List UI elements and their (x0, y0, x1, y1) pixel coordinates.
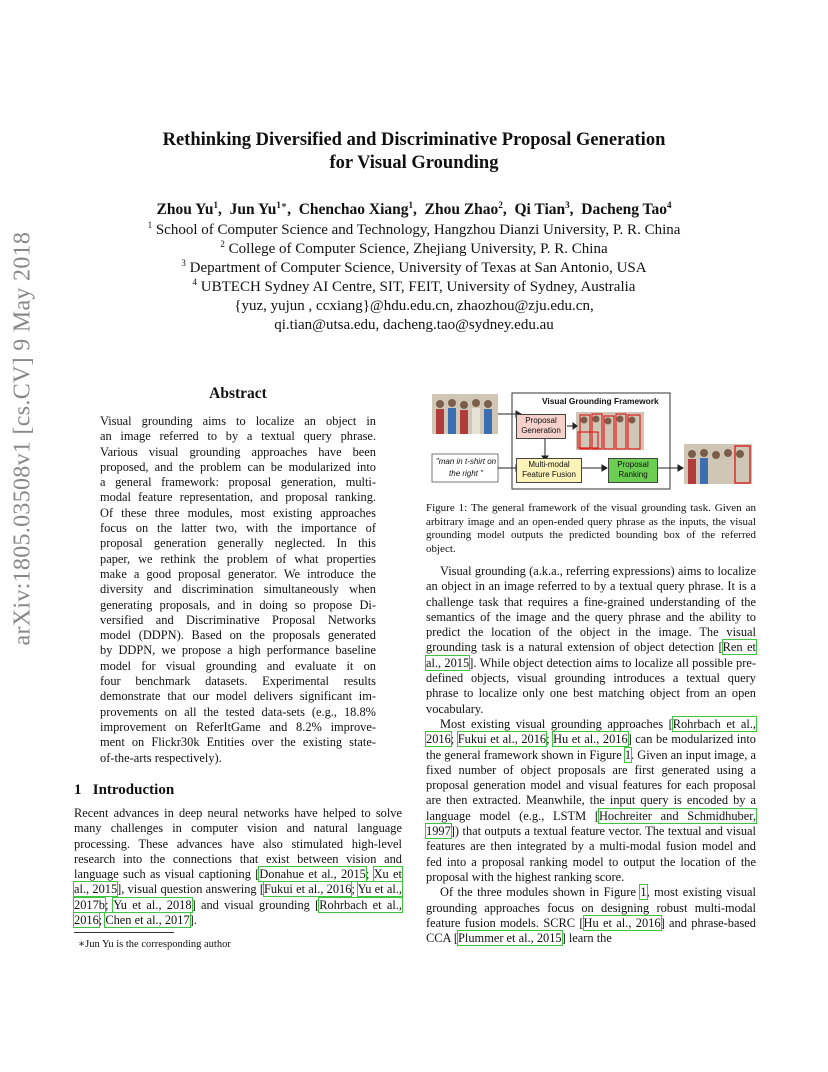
abstract-line: versified and Discriminative Proposal Networks (100, 612, 376, 627)
arxiv-identifier: arXiv:1805.03508v1 [cs.CV] 9 May 2018 (9, 231, 36, 646)
figure-caption: Figure 1: The general framework of the visual grounding task. Given an arbitrary image and an open-ended query phrase as the inputs, the visual grounding model outputs the predicted bounding box of the referred object. (426, 502, 756, 555)
citation-link[interactable]: Rohrbach et al., 2016 (426, 716, 756, 747)
abstract-line: Of these three modules, most existing approaches (100, 505, 376, 520)
paper-title (0, 129, 828, 175)
abstract-heading: Abstract (209, 385, 267, 402)
paragraph: Visual grounding (a.k.a., referring expressions) aims to localize an object in an image referred to by a textual query phrase. It is a challenge task that requires a fine-grained understanding of the semantics of the image and the query phrase and the ability to predict the location of the object in the image. The visual grounding task is a natural extension of object detection [Ren et al., 2015]. While object detection aims to localize all possible pre-defined objects, visual grounding introduces a textual query phrase to localize only one best matching object from an open vocabulary. (426, 564, 756, 716)
author-sup: 4 (666, 200, 672, 210)
abstract-line: ment on Flickr30k Entities over the existing state- (100, 735, 376, 750)
title-line-2: for Visual Grounding (329, 153, 499, 173)
proposal-image (576, 412, 644, 450)
abstract-line: four benchmark datasets. Experimental results (100, 674, 376, 689)
abstract-line: by DDPN, we propose a high performance baseline (100, 643, 376, 658)
intro-paragraph: Recent advances in deep neural networks have helped to solve many challenges in computer vision and natural language processing. These advances have also stimulated high-level research into the connections that exist between vision and language such as visual captioning [Donahue et al., 2015; Xu et al., 2015], visual question answering [Fukui et al., 2016; Yu et al., 2017b; Yu et al., 2018] and visual grounding [Rohrbach et al., 2016; Chen et al., 2017]. (74, 806, 402, 928)
abstract-line: proposed, and the problem can be modularized into (100, 459, 376, 474)
section-heading: 1 Introduction (74, 782, 175, 798)
author: Qi Tian (514, 201, 566, 218)
framework-title: Visual Grounding Framework (542, 396, 659, 406)
abstract-line: model for visual grounding and evaluate it on (100, 658, 376, 673)
author: Zhou Zhao (424, 201, 499, 218)
output-image (684, 444, 752, 484)
query-phrase: "man in t-shirt on the right " (435, 457, 497, 478)
email-line-1: {yuz, yujun , ccxiang}@hdu.edu.cn, zhaozhou@zju.edu.cn, (234, 298, 594, 314)
affiliation: $^2$ College of Computer Science, Zhejiang University, P. R. China (220, 239, 608, 257)
proposal-generation-box: Proposal Generation (516, 414, 566, 439)
abstract-line: generating proposals, and in doing so propose Di- (100, 597, 376, 612)
citation-link[interactable]: Xu et al., 2015 (74, 867, 402, 897)
abstract-line: Various visual grounding approaches have been (100, 444, 376, 459)
affiliation: $^1$ School of Computer Science and Technology, Hangzhou Dianzi University, P. R. China (147, 220, 681, 238)
abstract-line: proposal generation generally neglected. In this (100, 536, 376, 551)
citation-link[interactable]: Chen et al., 2017 (105, 913, 190, 928)
paragraph: Of the three modules shown in Figure 1, most existing visual grounding approaches focus on designing robust multi-modal feature fusion models. SCRC [Hu et al., 2016] and phrase-based CCA [Plummer et al., 2015] learn the (426, 885, 756, 946)
abstract-line: demonstrate that our model delivers significant im- (100, 689, 376, 704)
abstract-line: focus on the latter two, with the importance of (100, 521, 376, 536)
figure-ref-link[interactable]: 1 (640, 885, 647, 900)
figure-ref-link[interactable]: 1 (624, 747, 632, 762)
input-image (432, 394, 498, 434)
affiliation-list (0, 221, 828, 335)
abstract-line: modal feature representation, and proposal ranking. (100, 490, 376, 505)
citation-link[interactable]: Rohrbach et al., 2016 (74, 897, 402, 928)
citation-link[interactable]: Ren et al., 2015 (426, 640, 756, 670)
proposal-ranking-box: Proposal Ranking (608, 458, 658, 483)
abstract-line: paper, we rethink the problem of what properties (100, 551, 376, 566)
author-sup: 3 (565, 200, 570, 210)
author: Jun Yu (229, 201, 277, 218)
figure-framework (430, 388, 756, 498)
author-sup: 2 (498, 200, 503, 210)
affiliation: $^4$ UBTECH Sydney AI Centre, SIT, FEIT, University of Sydney, Australia (192, 277, 636, 295)
title-line-1: Rethinking Diversified and Discriminative Proposal Generation (162, 130, 666, 150)
abstract-line: of-the-arts respectively). (100, 750, 222, 765)
abstract-line: diversity and discrimination simultaneously when (100, 582, 376, 597)
right-column-text (426, 564, 756, 946)
author: Dacheng Tao (581, 201, 667, 218)
abstract-line: make a good proposal generator. We introduce the (100, 566, 376, 581)
author-sup: 1∗ (276, 200, 288, 210)
feature-fusion-box: Multi-modal Feature Fusion (516, 458, 582, 483)
citation-link[interactable]: Donahue et al., 2015 (259, 867, 366, 882)
citation-link[interactable]: Plummer et al., 2015 (458, 931, 562, 946)
footnote-rule (74, 932, 174, 933)
abstract-line: a general framework: proposal generation, multi- (100, 475, 376, 490)
citation-link[interactable]: Hochreiter and Schmidhuber, 1997 (426, 808, 756, 839)
citation-link[interactable]: Hu et al., 2016 (553, 732, 628, 747)
author-sup: 1 (408, 200, 414, 210)
author-sup: 1 (213, 200, 219, 210)
paragraph: Most existing visual grounding approaches [Rohrbach et al., 2016; Fukui et al., 2016; Hu et al., 2016] can be modularized into the general framework shown in Figure 1. Given an input image, a fixed number of object proposals are first generated using a proposal generation model and visual features for each proposal are then extracted. Meanwhile, the input query is encoded by a language model (e.g., LSTM [Hochreiter and Schmidhuber, 1997]) that outputs a textual feature vector. The textual and visual features are then integrated by a multi-modal fusion model and fed into a proposal ranking model to output the location of the proposal with the highest ranking score. (426, 716, 756, 884)
abstract-line: an image referred to by a textual query phrase. (100, 429, 376, 444)
email-line-2: qi.tian@utsa.edu, dacheng.tao@sydney.edu.au (274, 317, 554, 333)
abstract-line: Visual grounding aims to localize an object in (100, 414, 376, 428)
citation-link[interactable]: Fukui et al., 2016 (263, 882, 352, 897)
citation-link[interactable]: Fukui et al., 2016 (457, 732, 547, 747)
author: Zhou Yu (156, 201, 214, 218)
citation-link[interactable]: Yu et al., 2017b (74, 882, 402, 912)
footnote: ∗Jun Yu is the corresponding author (78, 939, 231, 950)
affiliation: $^3$ Department of Computer Science, University of Texas at San Antonio, USA (181, 258, 647, 276)
abstract-body (100, 414, 376, 766)
citation-link[interactable]: Yu et al., 2018 (113, 897, 192, 912)
abstract-line: improvement on ReferItGame and 8.2% improve- (100, 719, 376, 734)
author: Chenchao Xiang (298, 201, 409, 218)
abstract-line: provements on all the tested data-sets (e.g., 18.8% (100, 704, 376, 719)
abstract-line: model (DDPN). Based on the proposals generated (100, 628, 376, 643)
author-list: Zhou Yu$^1$, Jun $Yu^{1∗}$, Chenchao Xiang$^1$, Zhou Zhao$^2$, Qi Tian$^3$, Dacheng Tao$^4$ (156, 200, 672, 218)
citation-link[interactable]: Hu et al., 2016 (583, 915, 661, 930)
